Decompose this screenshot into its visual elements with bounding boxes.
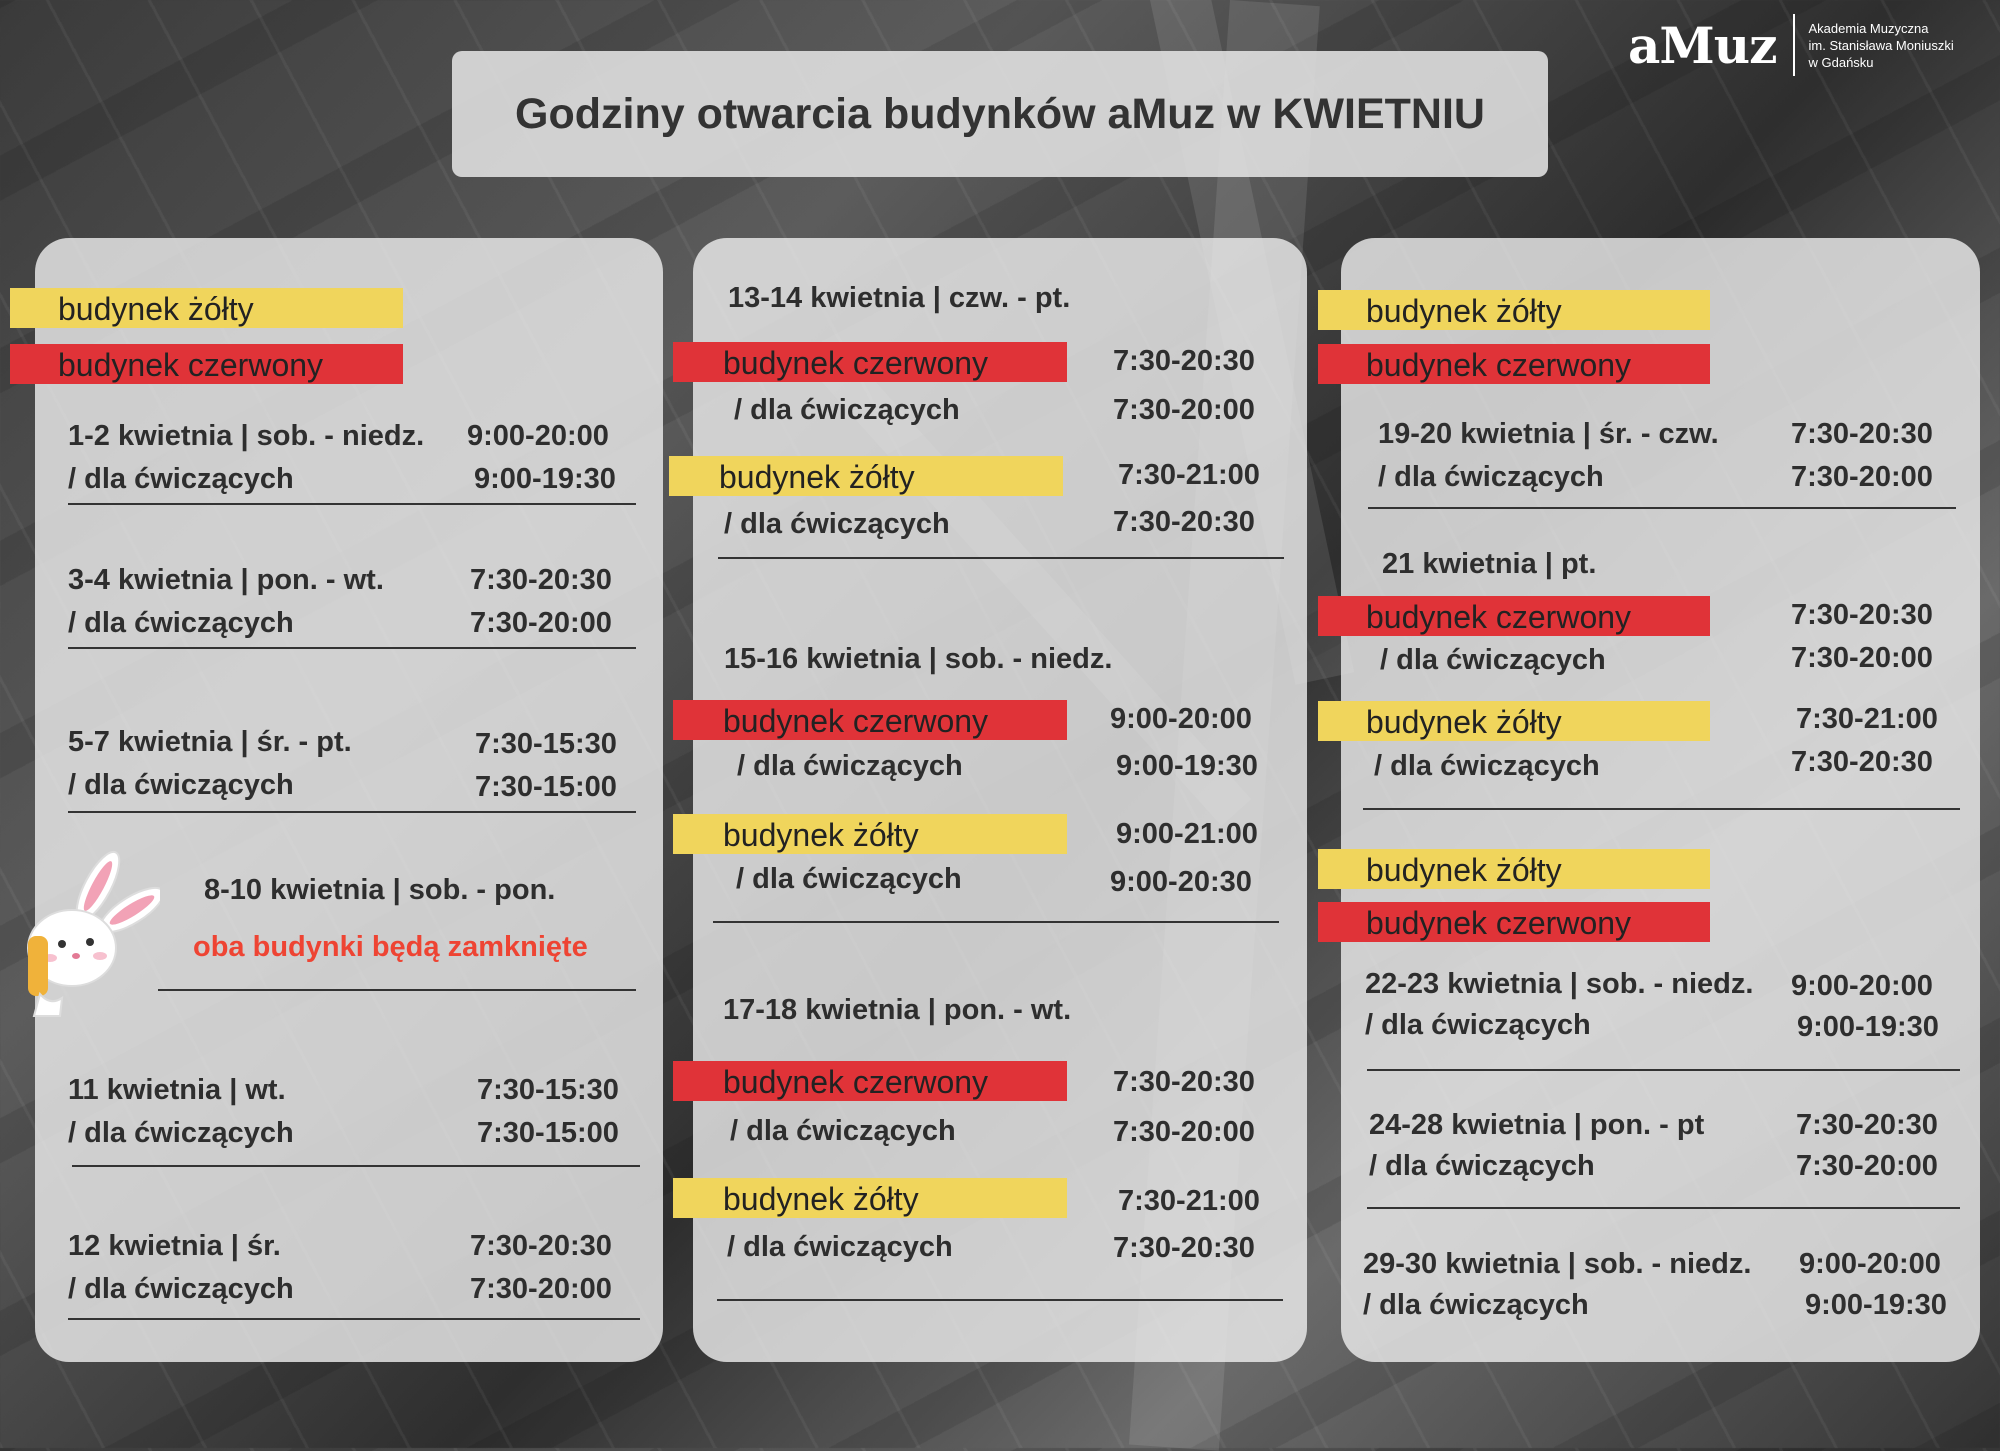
practice-label: / dla ćwiczących <box>1369 1150 1595 1182</box>
practice-label: / dla ćwiczących <box>68 607 294 639</box>
entry-date: 21 kwietnia | pt. <box>1382 548 1597 580</box>
practice-hours: 9:00-19:30 <box>1116 750 1258 782</box>
red-building-tag: budynek czerwony <box>673 700 1067 740</box>
divider <box>1367 1207 1960 1209</box>
practice-label: / dla ćwiczących <box>724 508 950 540</box>
practice-hours: 7:30-20:00 <box>1113 1116 1255 1148</box>
entry-hours: 9:00-20:00 <box>1110 703 1252 735</box>
practice-hours: 9:00-19:30 <box>1797 1011 1939 1043</box>
entry-hours: 9:00-21:00 <box>1116 818 1258 850</box>
practice-hours: 7:30-20:00 <box>1791 642 1933 674</box>
practice-hours: 7:30-20:30 <box>1113 506 1255 538</box>
title-box <box>452 51 1548 177</box>
entry-date: 8-10 kwietnia | sob. - pon. <box>204 874 556 906</box>
practice-label: / dla ćwiczących <box>1365 1009 1591 1041</box>
logo-line: w Gdańsku <box>1808 54 1874 70</box>
yellow-building-tag: budynek żółty <box>10 288 403 328</box>
practice-hours: 9:00-20:30 <box>1110 866 1252 898</box>
practice-hours: 9:00-19:30 <box>1805 1289 1947 1321</box>
entry-date: 13-14 kwietnia | czw. - pt. <box>728 282 1071 314</box>
entry-hours: 7:30-21:00 <box>1118 459 1260 491</box>
entry-hours: 7:30-20:30 <box>1791 599 1933 631</box>
page-title: Godziny otwarcia budynków aMuz w KWIETNIU <box>515 89 1485 138</box>
practice-hours: 7:30-20:00 <box>1113 394 1255 426</box>
practice-label: / dla ćwiczących <box>68 769 294 801</box>
entry-date: 12 kwietnia | śr. <box>68 1230 281 1262</box>
red-building-tag: budynek czerwony <box>1318 902 1710 942</box>
easter-bunny-icon <box>20 848 160 1018</box>
entry-hours: 7:30-20:30 <box>470 564 612 596</box>
red-building-tag: budynek czerwony <box>673 1061 1067 1101</box>
practice-label: / dla ćwiczących <box>734 394 960 426</box>
entry-hours: 7:30-20:30 <box>1796 1109 1938 1141</box>
entry-date: 3-4 kwietnia | pon. - wt. <box>68 564 384 596</box>
divider <box>72 1165 640 1167</box>
practice-hours: 7:30-20:00 <box>1791 461 1933 493</box>
entry-date: 11 kwietnia | wt. <box>68 1074 286 1106</box>
divider <box>68 647 636 649</box>
entry-date: 1-2 kwietnia | sob. - niedz. <box>68 420 425 452</box>
amuz-logo <box>1628 14 1954 76</box>
practice-hours: 7:30-20:00 <box>470 607 612 639</box>
logo-divider <box>1793 14 1795 76</box>
practice-label: / dla ćwiczących <box>1374 750 1600 782</box>
divider <box>717 1299 1283 1301</box>
practice-label: / dla ćwiczących <box>736 863 962 895</box>
red-building-tag: budynek czerwony <box>10 344 403 384</box>
practice-hours: 7:30-20:00 <box>1796 1150 1938 1182</box>
entry-date: 15-16 kwietnia | sob. - niedz. <box>724 643 1113 675</box>
red-building-tag: budynek czerwony <box>673 342 1067 382</box>
entry-hours: 9:00-20:00 <box>467 420 609 452</box>
divider <box>713 921 1279 923</box>
entry-hours: 7:30-21:00 <box>1796 703 1938 735</box>
entry-hours: 7:30-21:00 <box>1118 1185 1260 1217</box>
practice-label: / dla ćwiczących <box>737 750 963 782</box>
logo-line: Akademia Muzyczna <box>1808 20 1929 36</box>
divider <box>68 503 636 505</box>
practice-label: / dla ćwiczących <box>727 1231 953 1263</box>
entry-hours: 7:30-15:30 <box>477 1074 619 1106</box>
divider <box>68 1318 640 1320</box>
entry-date: 19-20 kwietnia | śr. - czw. <box>1378 418 1719 450</box>
entry-hours: 9:00-20:00 <box>1799 1248 1941 1280</box>
yellow-building-tag: budynek żółty <box>1318 290 1710 330</box>
practice-hours: 7:30-20:30 <box>1113 1232 1255 1264</box>
entry-date: 5-7 kwietnia | śr. - pt. <box>68 726 352 758</box>
red-building-tag: budynek czerwony <box>1318 344 1710 384</box>
entry-date: 22-23 kwietnia | sob. - niedz. <box>1365 968 1754 1000</box>
entry-hours: 7:30-20:30 <box>1113 1066 1255 1098</box>
logo-line: im. Stanisława Moniuszki <box>1808 37 1954 53</box>
entry-hours: 7:30-15:30 <box>475 728 617 760</box>
divider <box>158 989 636 991</box>
entry-hours: 7:30-20:30 <box>470 1230 612 1262</box>
practice-hours: 7:30-15:00 <box>477 1117 619 1149</box>
practice-hours: 7:30-20:00 <box>470 1273 612 1305</box>
red-building-tag: budynek czerwony <box>1318 596 1710 636</box>
entry-hours: 7:30-20:30 <box>1113 345 1255 377</box>
entry-date: 29-30 kwietnia | sob. - niedz. <box>1363 1248 1752 1280</box>
yellow-building-tag: budynek żółty <box>1318 849 1710 889</box>
practice-label: / dla ćwiczących <box>730 1115 956 1147</box>
yellow-building-tag: budynek żółty <box>1318 701 1710 741</box>
entry-hours: 9:00-20:00 <box>1791 970 1933 1002</box>
yellow-building-tag: budynek żółty <box>669 456 1063 496</box>
practice-label: / dla ćwiczących <box>1363 1289 1589 1321</box>
divider <box>68 811 636 813</box>
entry-date: 24-28 kwietnia | pon. - pt <box>1369 1109 1705 1141</box>
logo-text <box>1809 20 1954 71</box>
practice-label: / dla ćwiczących <box>1380 644 1606 676</box>
yellow-building-tag: budynek żółty <box>673 1178 1067 1218</box>
closed-notice: oba budynki będą zamknięte <box>193 931 588 963</box>
practice-label: / dla ćwiczących <box>68 463 294 495</box>
divider <box>1368 507 1956 509</box>
practice-hours: 9:00-19:30 <box>474 463 616 495</box>
practice-hours: 7:30-20:30 <box>1791 746 1933 778</box>
divider <box>718 557 1284 559</box>
entry-date: 17-18 kwietnia | pon. - wt. <box>723 994 1072 1026</box>
practice-hours: 7:30-15:00 <box>475 771 617 803</box>
logo-mark: aMuz <box>1628 15 1777 75</box>
practice-label: / dla ćwiczących <box>68 1273 294 1305</box>
yellow-building-tag: budynek żółty <box>673 814 1067 854</box>
schedule-panel-right <box>1341 238 1980 1362</box>
practice-label: / dla ćwiczących <box>68 1117 294 1149</box>
entry-hours: 7:30-20:30 <box>1791 418 1933 450</box>
practice-label: / dla ćwiczących <box>1378 461 1604 493</box>
divider <box>1363 808 1960 810</box>
divider <box>1367 1069 1960 1071</box>
